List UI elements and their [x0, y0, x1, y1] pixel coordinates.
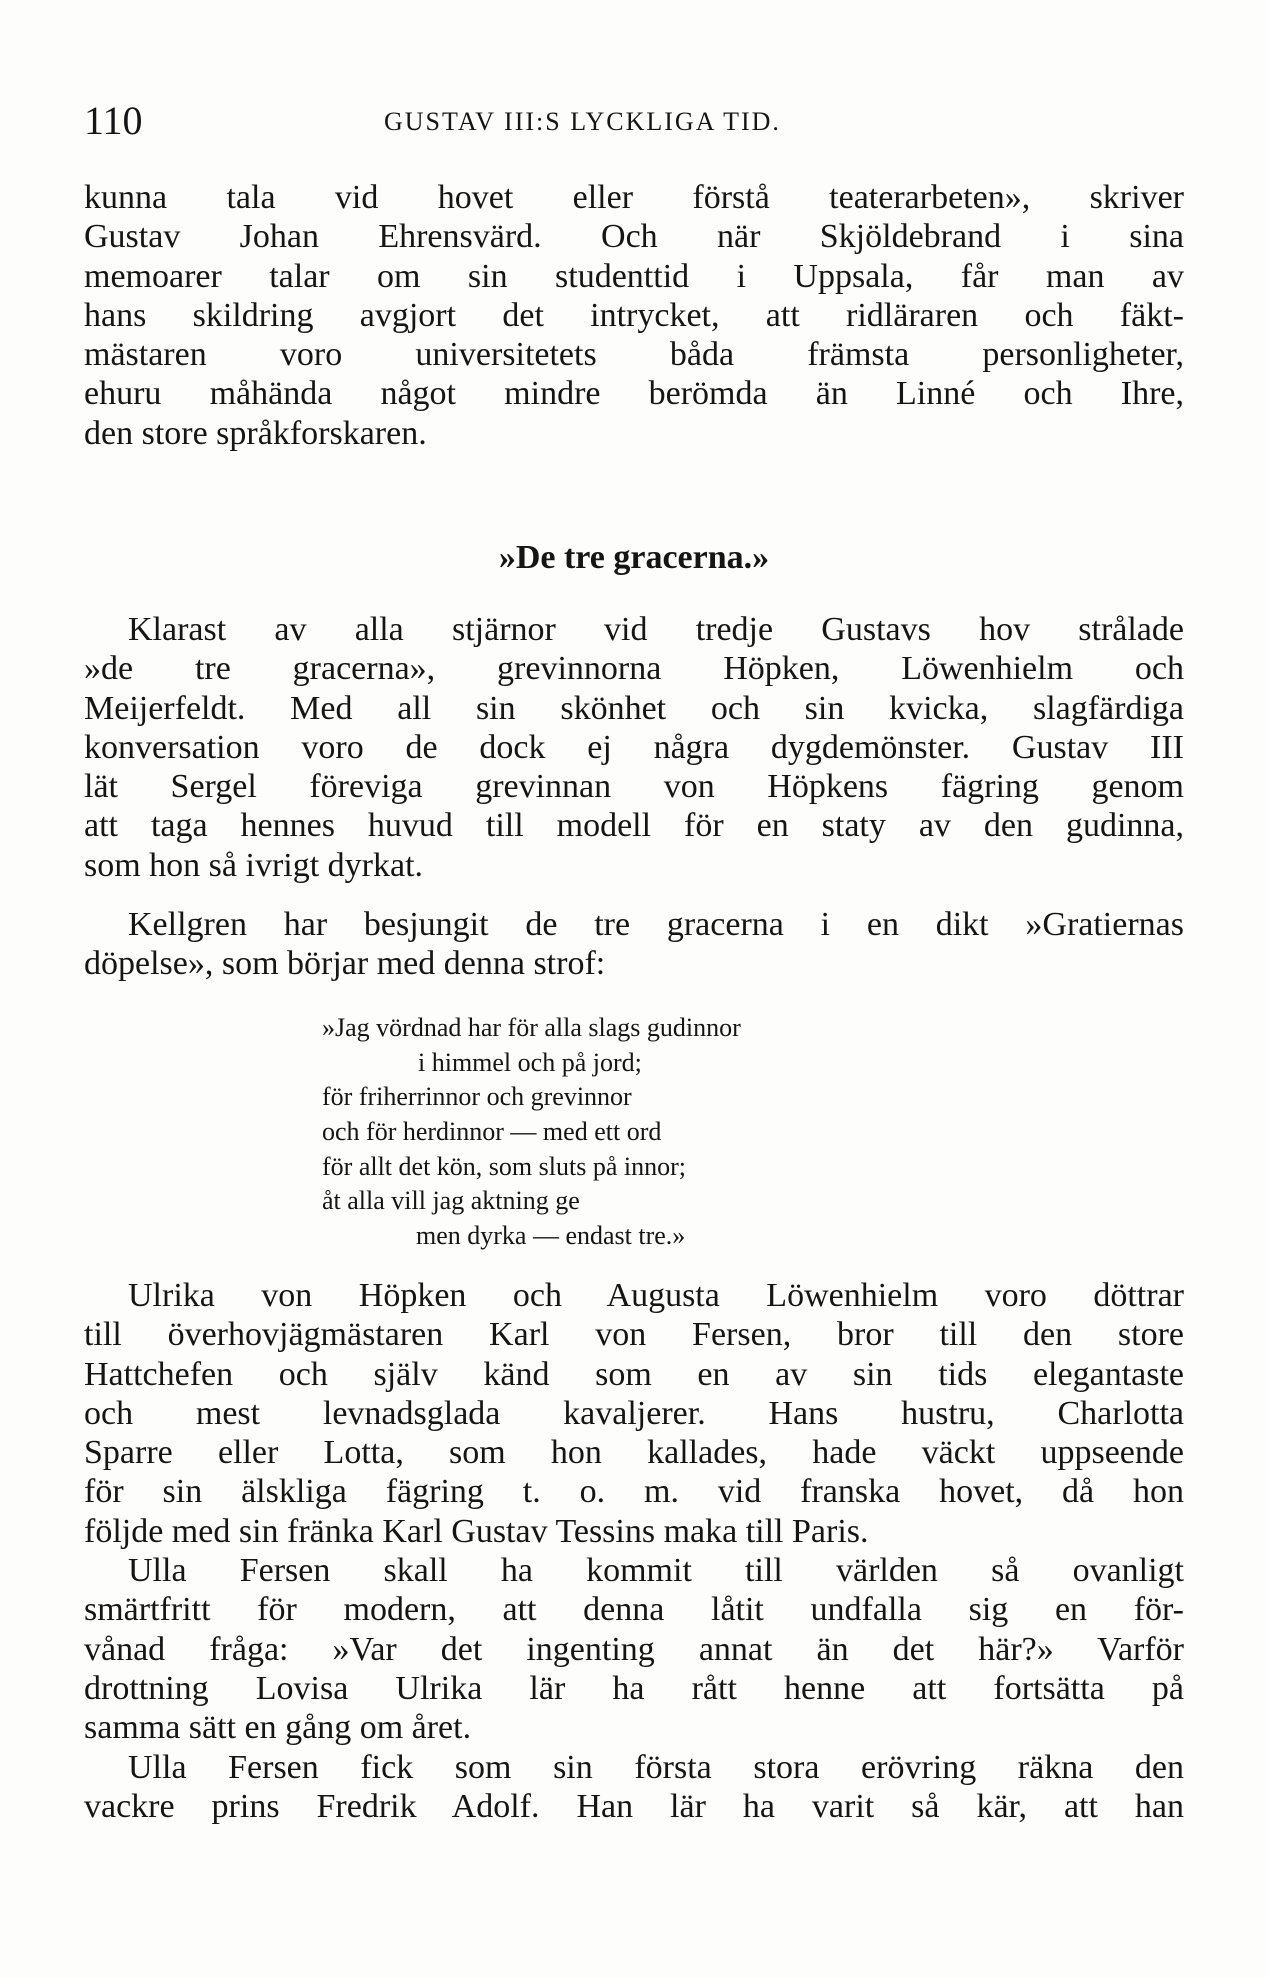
section-heading: »De tre gracerna.»	[498, 539, 770, 576]
poem-line: men dyrka — endast tre.»	[416, 1221, 686, 1251]
text-line: följde med sin fränka Karl Gustav Tessins maka till Paris.	[84, 1512, 869, 1550]
text-line: Kellgren har besjungit de tre gracerna i en dikt »Gratiernas	[128, 906, 1184, 943]
poem-line: åt alla vill jag aktning ge	[322, 1186, 580, 1216]
poem-line: och för herdinnor — med ett ord	[322, 1117, 662, 1147]
running-title: GUSTAV III:S LYCKLIGA TID.	[384, 107, 781, 136]
poem-line: för allt det kön, som sluts på innor;	[322, 1151, 686, 1181]
text-line: som hon så ivrigt dyrkat.	[84, 846, 424, 884]
text-line: ehuru måhända något mindre berömda än Linné och Ihre,	[84, 375, 1184, 413]
text-line: lät Sergel föreviga grevinnan von Höpkens fägring genom	[84, 768, 1184, 806]
text-line: kunna tala vid hovet eller förstå teaterarbeten», skriver	[84, 179, 1184, 216]
text-line: konversation voro de dock ej några dygdemönster. Gustav III	[84, 728, 1184, 766]
text-line: drottning Lovisa Ulrika lär ha rått henne att fortsätta på	[84, 1669, 1184, 1707]
text-line: samma sätt en gång om året.	[84, 1709, 472, 1747]
text-line: den store språkforskaren.	[84, 414, 427, 452]
poem-line: i himmel och på jord;	[418, 1047, 642, 1077]
text-line: mästaren voro universitetets båda främsta personligheter,	[84, 336, 1184, 374]
text-line: vånad fråga: »Var det ingenting annat än det här?» Varför	[84, 1630, 1184, 1668]
text-line: hans skildring avgjort det intrycket, att ridläraren och fäkt-	[84, 296, 1184, 334]
text-line: memoarer talar om sin studenttid i Uppsala, får man av	[84, 257, 1184, 295]
paragraph-ulla-prince	[84, 1748, 1184, 1827]
text-line: Meijerfeldt. Med all sin skönhet och sin kvicka, slagfärdiga	[84, 689, 1184, 727]
text-line: Sparre eller Lotta, som hon kallades, hade väckt uppseende	[84, 1434, 1184, 1472]
text-line: och mest levnadsglada kavaljerer. Hans hustru, Charlotta	[84, 1394, 1184, 1432]
text-line: vackre prins Fredrik Adolf. Han lär ha varit så kär, att han	[84, 1788, 1184, 1826]
poem-line: »Jag vördnad har för alla slags gudinnor	[322, 1013, 741, 1042]
text-line: döpelse», som börjar med denna strof:	[84, 945, 606, 983]
text-line: Gustav Johan Ehrensvärd. Och när Skjöldebrand i sina	[84, 218, 1184, 256]
paragraph-ulla-birth	[84, 1551, 1184, 1747]
text-line: smärtfritt för modern, att denna låtit undfalla sig en för-	[84, 1591, 1184, 1629]
paragraph-kellgren	[84, 905, 1184, 984]
text-line: Klarast av alla stjärnor vid tredje Gustavs hov strålade	[128, 611, 1184, 648]
page-number: 110	[84, 98, 143, 143]
text-line: Ulla Fersen skall ha kommit till världen så ovanligt	[128, 1552, 1184, 1589]
text-line: »de tre gracerna», grevinnorna Höpken, Löwenhielm och	[84, 650, 1184, 688]
poem-line: för friherrinnor och grevinnor	[322, 1082, 632, 1112]
paragraph-gracerna	[84, 610, 1184, 885]
text-line: Ulla Fersen fick som sin första stora erövring räkna den	[128, 1749, 1184, 1786]
paragraph-fersen	[84, 1276, 1184, 1551]
text-line: till överhovjägmästaren Karl von Fersen, bror till den store	[84, 1316, 1184, 1354]
text-line: Hattchefen och själv känd som en av sin tids elegantaste	[84, 1355, 1184, 1393]
text-line: att taga hennes huvud till modell för en staty av den gudinna,	[84, 807, 1184, 845]
poem-stanza	[322, 1011, 1022, 1254]
intro-paragraph	[84, 178, 1184, 453]
running-head	[84, 96, 1184, 146]
text-line: Ulrika von Höpken och Augusta Löwenhielm voro döttrar	[128, 1277, 1184, 1314]
text-line: för sin älskliga fägring t. o. m. vid franska hovet, då hon	[84, 1473, 1184, 1511]
